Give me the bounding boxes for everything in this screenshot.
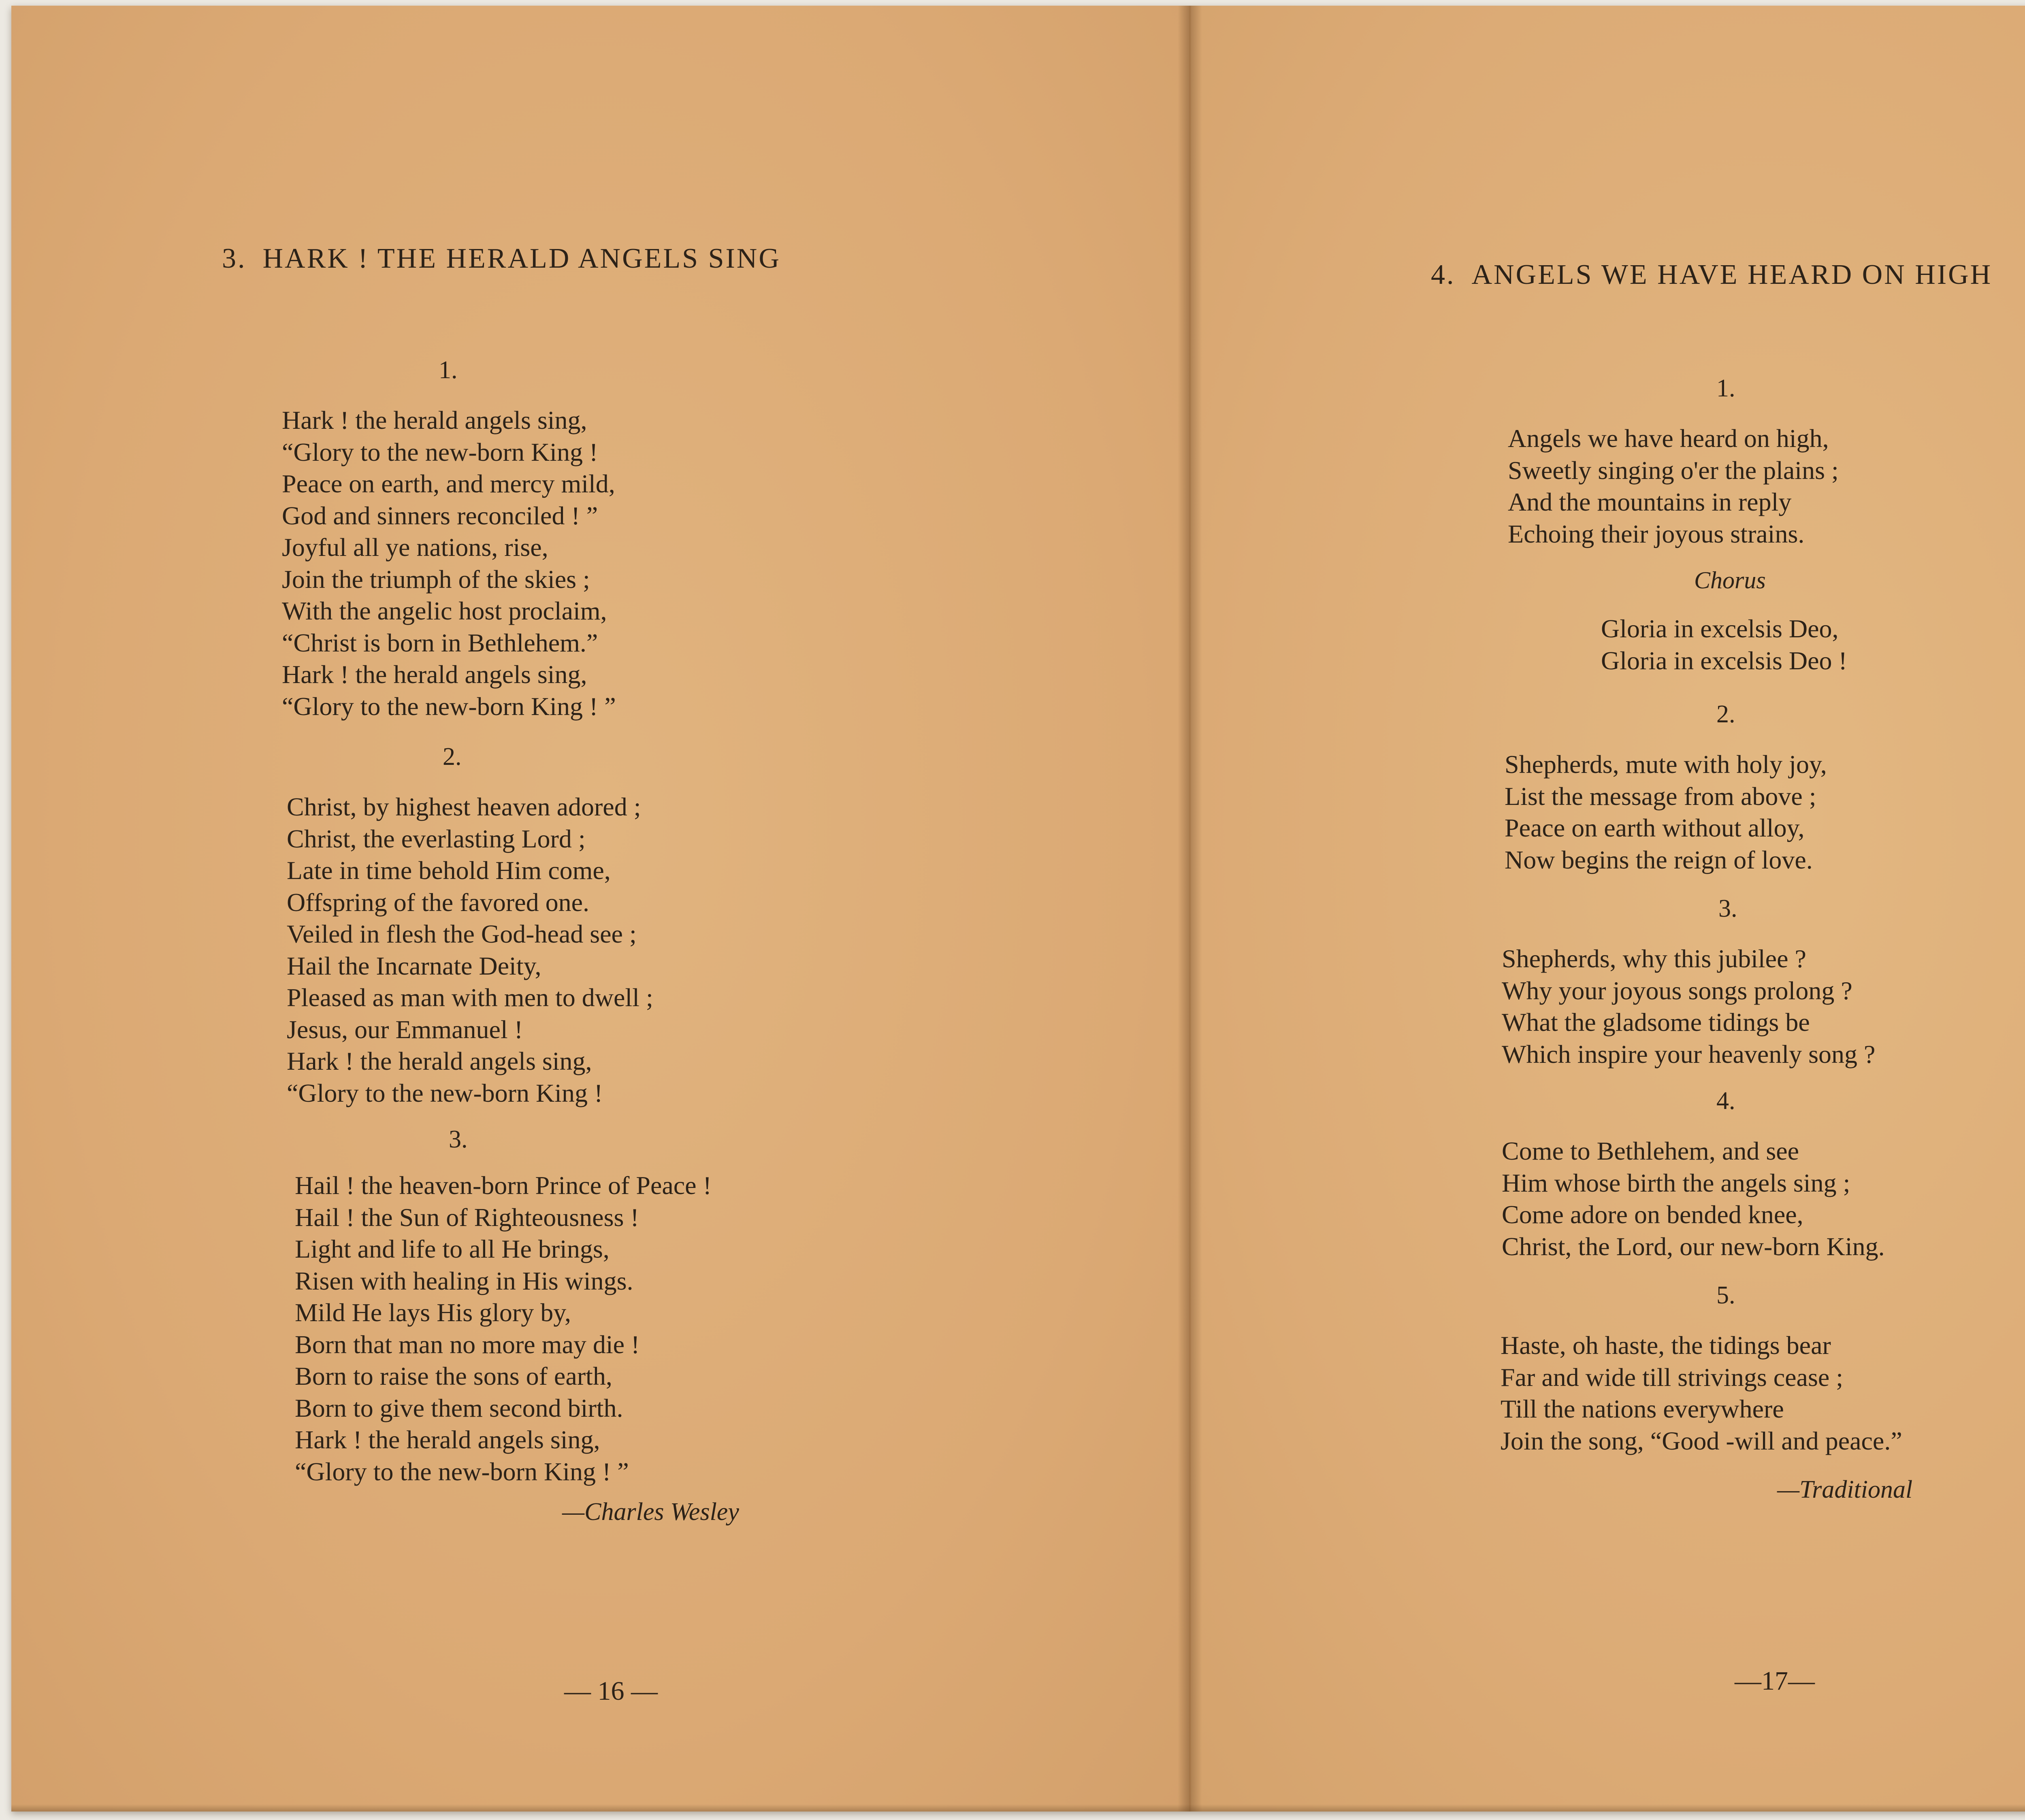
left-stanza-1 (282, 404, 616, 722)
verse-line: Shepherds, mute with holy joy, (1505, 750, 1827, 779)
right-hymn-number: 4. (1431, 259, 1456, 290)
verse-line: Haste, oh haste, the tidings bear (1501, 1331, 1831, 1360)
verse-line: Which inspire your heavenly song ? (1502, 1039, 1876, 1069)
verse-line: Hark ! the herald angels sing, (295, 1425, 600, 1454)
verse-line: Peace on earth, and mercy mild, (282, 469, 615, 498)
verse-line: Join the song, “Good -will and peace.” (1501, 1426, 1902, 1455)
left-page (11, 6, 1188, 1811)
left-hymn-title (222, 243, 781, 275)
verse-line: Jesus, our Emmanuel ! (287, 1015, 523, 1044)
right-page-number: —17— (1735, 1666, 1815, 1696)
verse-line: “Glory to the new-born King ! ” (295, 1457, 629, 1486)
verse-line: Offspring of the favored one. (287, 888, 590, 917)
verse-line: Risen with healing in His wings. (295, 1266, 633, 1295)
verse-line: Join the triumph of the skies ; (282, 564, 590, 594)
verse-line: Born to raise the sons of earth, (295, 1362, 612, 1390)
center-fold (1178, 6, 1202, 1811)
verse-line: Echoing their joyous strains. (1508, 519, 1805, 548)
right-hymn-title (1431, 259, 1992, 291)
verse-line: Come to Bethlehem, and see (1502, 1137, 1799, 1165)
verse-line: “Glory to the new-born King ! ” (282, 692, 616, 721)
left-hymn-title-text: HARK ! THE HERALD ANGELS SING (262, 243, 781, 274)
verse-line: Veiled in flesh the God-head see ; (287, 920, 637, 948)
verse-line: “Glory to the new-born King ! (282, 437, 598, 466)
right-stanza-5 (1501, 1330, 1902, 1457)
verse-line: Till the nations everywhere (1501, 1394, 1784, 1423)
verse-line: Hark ! the herald angels sing, (282, 660, 587, 689)
verse-line: With the angelic host proclaim, (282, 596, 607, 625)
verse-line: List the message from above ; (1505, 781, 1816, 811)
verse-line: Hail ! the Sun of Righteousness ! (295, 1203, 639, 1232)
left-stanza-2-number: 2. (443, 743, 462, 771)
verse-line: And the mountains in reply (1508, 487, 1792, 516)
verse-line: Gloria in excelsis Deo ! (1601, 646, 1847, 675)
verse-line: God and sinners reconciled ! ” (282, 501, 598, 530)
verse-line: Joyful all ye nations, rise, (282, 533, 548, 562)
verse-line: Angels we have heard on high, (1508, 424, 1829, 453)
verse-line: Hail the Incarnate Deity, (287, 951, 541, 980)
left-author: —Charles Wesley (562, 1498, 739, 1526)
verse-line: Pleased as man with men to dwell ; (287, 983, 653, 1012)
verse-line: Mild He lays His glory by, (295, 1298, 571, 1327)
right-author: —Traditional (1777, 1476, 1913, 1503)
verse-line: Far and wide till strivings cease ; (1501, 1362, 1844, 1392)
right-stanza-2 (1505, 749, 1827, 876)
right-stanza-1 (1508, 423, 1839, 550)
right-page (1188, 6, 2025, 1811)
verse-line: Hark ! the herald angels sing, (287, 1047, 592, 1075)
verse-line: Shepherds, why this jubilee ? (1502, 944, 1806, 973)
right-stanza-4 (1502, 1135, 1885, 1262)
left-page-number: — 16 — (564, 1676, 658, 1706)
left-hymn-number: 3. (222, 243, 247, 274)
verse-line: Hail ! the heaven-born Prince of Peace ! (295, 1171, 712, 1200)
verse-line: Come adore on bended knee, (1502, 1200, 1803, 1229)
verse-line: Born to give them second birth. (295, 1393, 623, 1422)
left-stanza-3-number: 3. (449, 1126, 468, 1153)
right-stanza-3-number: 3. (1718, 895, 1737, 922)
verse-line: Late in time behold Him come, (287, 856, 611, 885)
right-hymn-title-text: ANGELS WE HAVE HEARD ON HIGH (1471, 259, 1993, 290)
chorus-label: Chorus (1694, 567, 1766, 594)
hymnal-spread (11, 6, 2025, 1811)
left-stanza-1-number: 1. (439, 356, 458, 384)
verse-line: Christ, the everlasting Lord ; (287, 824, 586, 853)
right-stanza-1-number: 1. (1716, 375, 1735, 402)
verse-line: Him whose birth the angels sing ; (1502, 1168, 1850, 1197)
verse-line: Hark ! the herald angels sing, (282, 406, 587, 434)
verse-line: Light and life to all He brings, (295, 1235, 610, 1263)
left-stanza-3 (295, 1170, 712, 1488)
right-stanza-2-number: 2. (1716, 700, 1735, 728)
verse-line: “Christ is born in Bethlehem.” (282, 628, 598, 657)
verse-line: Christ, the Lord, our new-born King. (1502, 1232, 1885, 1261)
verse-line: Gloria in excelsis Deo, (1601, 614, 1839, 643)
chorus (1601, 613, 1847, 677)
paper-edge (11, 1804, 2025, 1811)
verse-line: Christ, by highest heaven adored ; (287, 792, 641, 821)
verse-line: What the gladsome tidings be (1502, 1008, 1810, 1037)
verse-line: Sweetly singing o'er the plains ; (1508, 456, 1839, 485)
verse-line: Peace on earth without alloy, (1505, 813, 1805, 842)
verse-line: Why your joyous songs prolong ? (1502, 976, 1852, 1005)
verse-line: “Glory to the new-born King ! (287, 1078, 603, 1107)
right-stanza-4-number: 4. (1716, 1087, 1735, 1115)
verse-line: Born that man no more may die ! (295, 1330, 640, 1359)
right-stanza-5-number: 5. (1716, 1281, 1735, 1309)
right-stanza-3 (1502, 943, 1875, 1070)
verse-line: Now begins the reign of love. (1505, 845, 1813, 874)
left-stanza-2 (287, 791, 653, 1109)
